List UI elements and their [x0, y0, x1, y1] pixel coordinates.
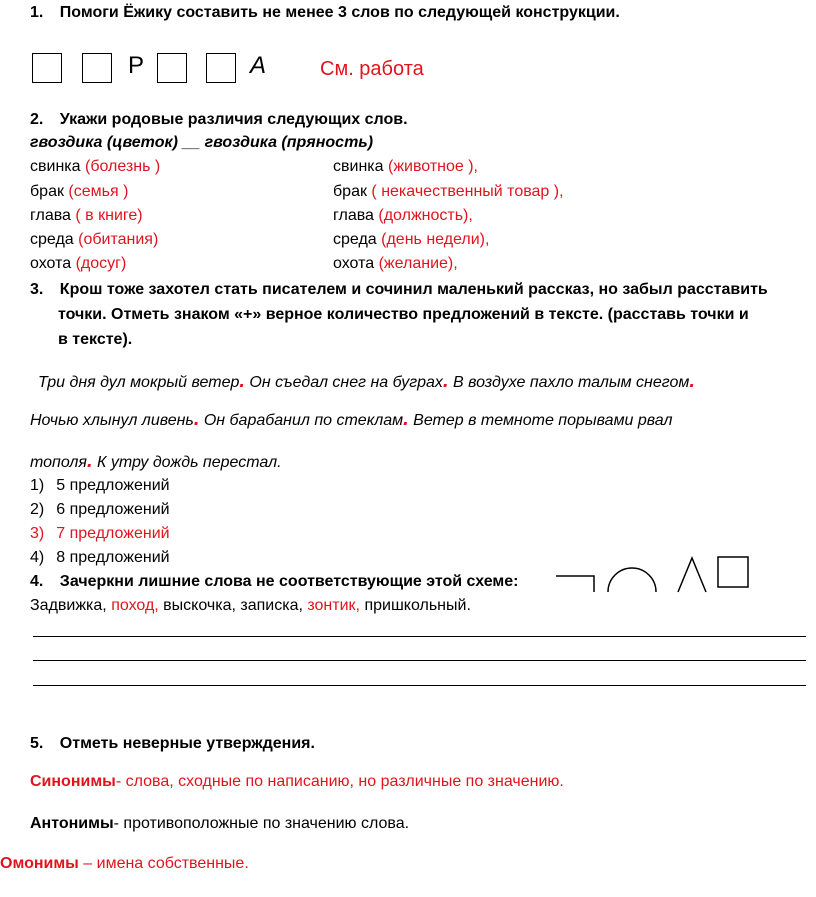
answer-line-3[interactable] [33, 685, 806, 686]
option-1: 1) 5 предложений [30, 477, 170, 494]
task1-number: 1. [30, 4, 44, 21]
option-4: 4) 8 предложений [30, 549, 170, 566]
task3-number: 3. [30, 281, 44, 298]
task4-heading [30, 573, 519, 591]
task3-line2: точки. Отметь знаком «+» верное количество предложений в тексте. (расставь точки и [58, 306, 749, 323]
task2-row: глава ( в книге) [30, 207, 143, 224]
task3-line3: в тексте). [58, 331, 133, 348]
task2-row: брак (семья ) [30, 183, 129, 200]
task2-title: Укажи родовые различия следующих слов. [59, 111, 408, 128]
task2-row: глава (должность), [333, 207, 473, 224]
task3-heading [30, 281, 768, 299]
answer-line-1[interactable] [33, 636, 806, 637]
letter-box-2 [82, 53, 112, 83]
inserted-dot: . [239, 370, 245, 392]
task2-row: среда (обитания) [30, 231, 159, 248]
inserted-dot: . [403, 408, 409, 430]
task2-row: охота (желание), [333, 255, 458, 272]
task3-line1: Крош тоже захотел стать писателем и сочинил маленький рассказ, но забыл расставить [59, 281, 768, 298]
inserted-dot: . [86, 450, 93, 472]
task4-number: 4. [30, 573, 44, 590]
story-line-2: Ночью хлынул ливень. Он барабанил по стеклам. Ветер в темноте порывами рвал [30, 408, 673, 430]
root-arc-symbol [608, 568, 656, 592]
task4-title: Зачеркни лишние слова не соответствующие этой схеме: [59, 573, 519, 590]
option-3: 3) 7 предложений [30, 525, 170, 542]
option-2: 2) 6 предложений [30, 501, 170, 518]
task1-title: Помоги Ёжику составить не менее 3 слов по следующей конструкции. [59, 4, 620, 21]
task2-example: гвоздика (цветок) __ гвоздика (пряность) [30, 134, 374, 151]
task2-row: среда (день недели), [333, 231, 490, 248]
letter-box-1 [32, 53, 62, 83]
letter-a: А [250, 52, 267, 79]
letter-box-4 [206, 53, 236, 83]
inserted-dot: . [689, 370, 695, 392]
suffix-symbol [678, 558, 706, 592]
task2-row: брак ( некачественный товар ), [333, 183, 564, 200]
statement-homonyms: Омонимы – имена собственные. [0, 855, 249, 872]
task4-words: Задвижка, поход, выскочка, записка, зонтик, пришкольный. [30, 597, 471, 614]
task2-row: свинка (животное ), [333, 158, 478, 175]
statement-synonyms: Синонимы- слова, сходные по написанию, но различные по значению. [30, 773, 564, 790]
inserted-dot: . [442, 370, 449, 392]
task1-heading [30, 4, 620, 22]
task5-heading [30, 735, 315, 753]
story-line-1: Три дня дул мокрый ветер. Он съедал снег на буграх. В воздухе пахло талым снегом. [38, 370, 695, 392]
task2-row: свинка (болезнь ) [30, 158, 161, 175]
statement-antonyms: Антонимы- противоположные по значению слова. [30, 815, 410, 832]
task2-number: 2. [30, 111, 44, 128]
letter-r: Р [128, 52, 145, 79]
task5-title: Отметь неверные утверждения. [59, 735, 315, 752]
task1-answer: См. работа [320, 58, 424, 80]
ending-symbol [718, 557, 748, 587]
task2-row: охота (досуг) [30, 255, 127, 272]
task2-heading [30, 111, 408, 129]
task5-number: 5. [30, 735, 44, 752]
letter-box-3 [157, 53, 187, 83]
story-line-3: тополя. К утру дождь перестал. [30, 450, 282, 472]
inserted-dot: . [193, 408, 200, 430]
word-scheme [552, 552, 762, 594]
answer-line-2[interactable] [33, 660, 806, 661]
root-less-prefix-symbol [556, 576, 594, 592]
